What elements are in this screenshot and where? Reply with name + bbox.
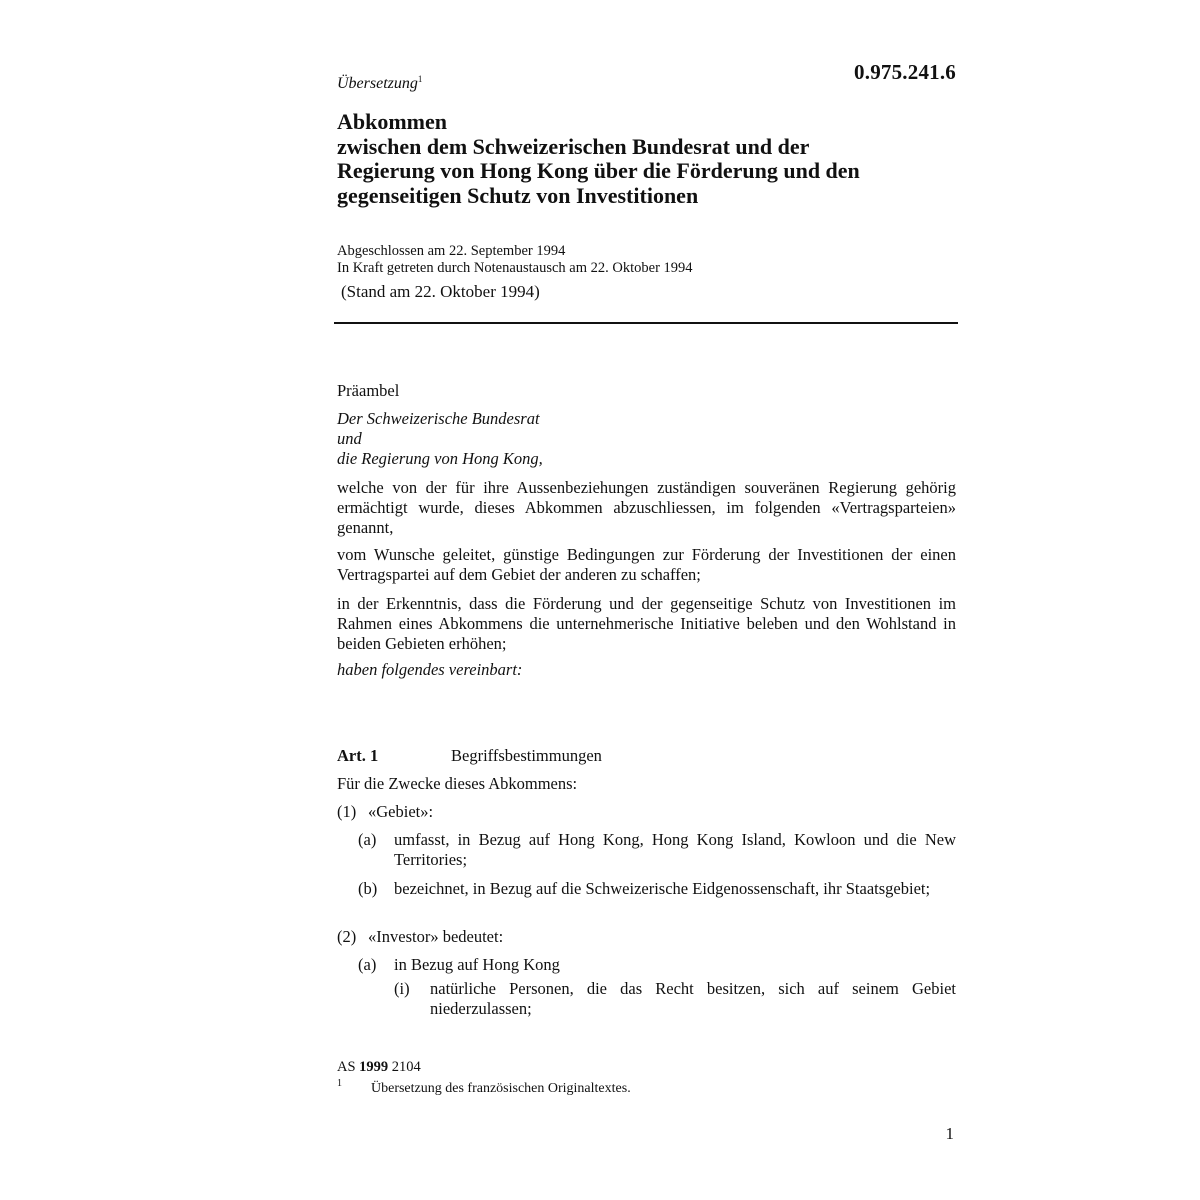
footnote-ref: 1 (417, 74, 423, 84)
list-item (337, 802, 956, 822)
list-item (394, 979, 956, 1019)
page-number: 1 (945, 1124, 954, 1143)
list-item (358, 830, 956, 870)
party-line: die Regierung von Hong Kong, (337, 449, 543, 468)
in-force-date: In Kraft getreten durch Notenaustausch am 22. Oktober 1994 (337, 260, 693, 276)
list-item (358, 955, 956, 975)
article-number: Art. 1 (337, 746, 379, 765)
list-item (358, 879, 956, 919)
article-heading (337, 746, 602, 766)
item-label: (2) (337, 927, 357, 946)
document-meta (337, 243, 693, 277)
item-label: (a) (358, 830, 377, 849)
item-text: «Gebiet»: (368, 802, 434, 821)
footnote-text: Übersetzung des französischen Originaltextes. (371, 1081, 631, 1096)
party-line: Der Schweizerische Bundesrat (337, 409, 540, 428)
item-label: (i) (394, 979, 410, 998)
document-title (337, 110, 956, 208)
document-page (337, 0, 956, 1200)
item-label: (1) (337, 802, 357, 821)
item-text: umfasst, in Bezug auf Hong Kong, Hong Kong Island, Kowloon und die New Territories; (394, 830, 956, 869)
title-line: Regierung von Hong Kong über die Förderung und den (337, 158, 860, 183)
preamble-paragraph: welche von der für ihre Aussenbeziehungen zuständigen souveränen Regierung gehörig ermächtigt wurde, dieses Abkommen abzuschliessen, im folgenden «Vertragsparteien» genannt, (337, 478, 956, 537)
header-divider (334, 322, 958, 324)
footnote-mark: 1 (337, 1078, 342, 1089)
preamble-heading: Präambel (337, 381, 400, 400)
title-line: gegenseitigen Schutz von Investitionen (337, 182, 699, 208)
article-intro: Für die Zwecke dieses Abkommens: (337, 774, 578, 793)
item-text: natürliche Personen, die das Recht besitzen, sich auf seinem Gebiet niederzulassen; (430, 979, 956, 1018)
item-text: bezeichnet, in Bezug auf die Schweizerische Eidgenossenschaft, ihr Staatsgebiet; (394, 879, 931, 898)
item-label: (a) (358, 955, 377, 974)
preamble-parties (337, 409, 543, 469)
item-text: «Investor» bedeutet: (368, 927, 504, 946)
article-title: Begriffsbestimmungen (451, 746, 602, 765)
preamble-agreed: haben folgendes vereinbart: (337, 660, 523, 679)
item-label: (b) (358, 879, 378, 898)
party-line: und (337, 429, 362, 448)
sr-number: 0.975.241.6 (854, 60, 956, 84)
item-text: in Bezug auf Hong Kong (394, 955, 560, 974)
preamble-paragraph: in der Erkenntnis, dass die Förderung und der gegenseitige Schutz von Investitionen im Rahmen eines Abkommens die unternehmerische Initiative beleben und den Wohlstand in beiden Gebieten erhöhen; (337, 594, 956, 653)
title-line: zwischen dem Schweizerischen Bundesrat und der (337, 133, 810, 159)
translation-label: Übersetzung$^1$ (337, 74, 423, 92)
preamble-paragraph: vom Wunsche geleitet, günstige Bedingungen zur Förderung der Investitionen der einen Vertragspartei auf dem Gebiet der anderen zu schaffen; (337, 545, 956, 584)
list-item (337, 927, 956, 947)
status-date: (Stand am 22. Oktober 1994) (341, 282, 540, 301)
official-collection-ref: AS 1999 2104 (337, 1059, 421, 1075)
title-line: Abkommen (337, 109, 448, 134)
concluded-date: Abgeschlossen am 22. September 1994 (337, 243, 566, 259)
